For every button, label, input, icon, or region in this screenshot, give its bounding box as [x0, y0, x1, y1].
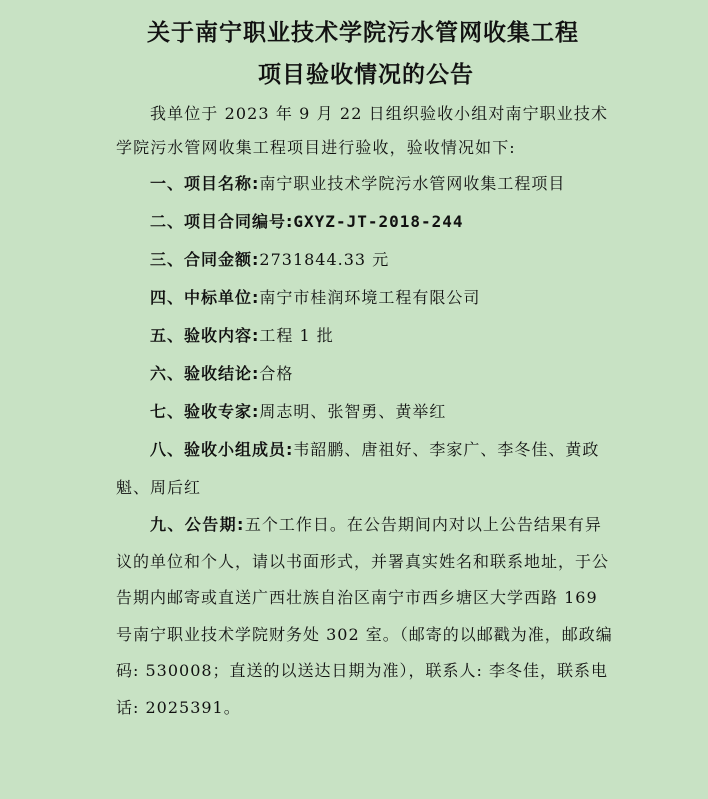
item-value: 工程 1 批 — [259, 326, 334, 345]
intro-paragraph: 我单位于 2023 年 9 月 22 日组织验收小组对南宁职业技术学院污水管网收集工程项目进行验收，验收情况如下: — [116, 104, 609, 157]
document-title-line1: 关于南宁职业技术学院污水管网收集工程 — [147, 20, 579, 46]
item-value: 五个工作日。在公告期间内对以上公告结果有异议的单位和个人，请以书面形式，并署真实姓名和联系地址，于公告期内邮寄或直送广西壮族自治区南宁市西乡塘区大学西路 169 号南宁职业技术学院财务处 302 室。（邮寄的以邮戳为准，邮政编码: 530008；直送的以送达日期为准），联系人: 李冬佳，联系电话: 2025391。 — [116, 515, 613, 717]
item-label: 三、合同金额: — [150, 250, 260, 269]
item-winning-bidder — [116, 279, 616, 317]
item-label: 七、验收专家: — [150, 402, 260, 421]
item-team-members — [116, 431, 616, 507]
item-value: 韦韶鹏、唐祖好、李家广、李冬佳、黄政魁、周后红 — [116, 440, 600, 497]
item-label: 四、中标单位: — [150, 288, 260, 307]
item-contract-amount — [116, 241, 616, 279]
item-value: 2731844.33 元 — [259, 250, 390, 269]
item-value: GXYZ-JT-2018-244 — [293, 212, 464, 231]
item-label: 八、验收小组成员: — [150, 440, 294, 459]
item-acceptance-experts — [116, 393, 616, 431]
item-value: 南宁市桂润环境工程有限公司 — [259, 288, 481, 307]
item-label: 九、公告期: — [150, 515, 245, 534]
item-acceptance-conclusion — [116, 355, 616, 393]
item-label: 二、项目合同编号: — [150, 212, 294, 231]
item-label: 一、项目名称: — [150, 174, 260, 193]
item-value: 周志明、张智勇、黄举红 — [259, 402, 447, 421]
item-acceptance-content — [116, 317, 616, 355]
item-value: 合格 — [259, 364, 294, 383]
item-notice-period — [116, 507, 616, 726]
item-value: 南宁职业技术学院污水管网收集工程项目 — [259, 174, 566, 193]
item-label: 五、验收内容: — [150, 326, 260, 345]
item-project-name — [116, 165, 616, 203]
document-title-line2: 项目验收情况的公告 — [258, 62, 474, 88]
item-label: 六、验收结论: — [150, 364, 260, 383]
item-contract-number — [116, 203, 616, 241]
